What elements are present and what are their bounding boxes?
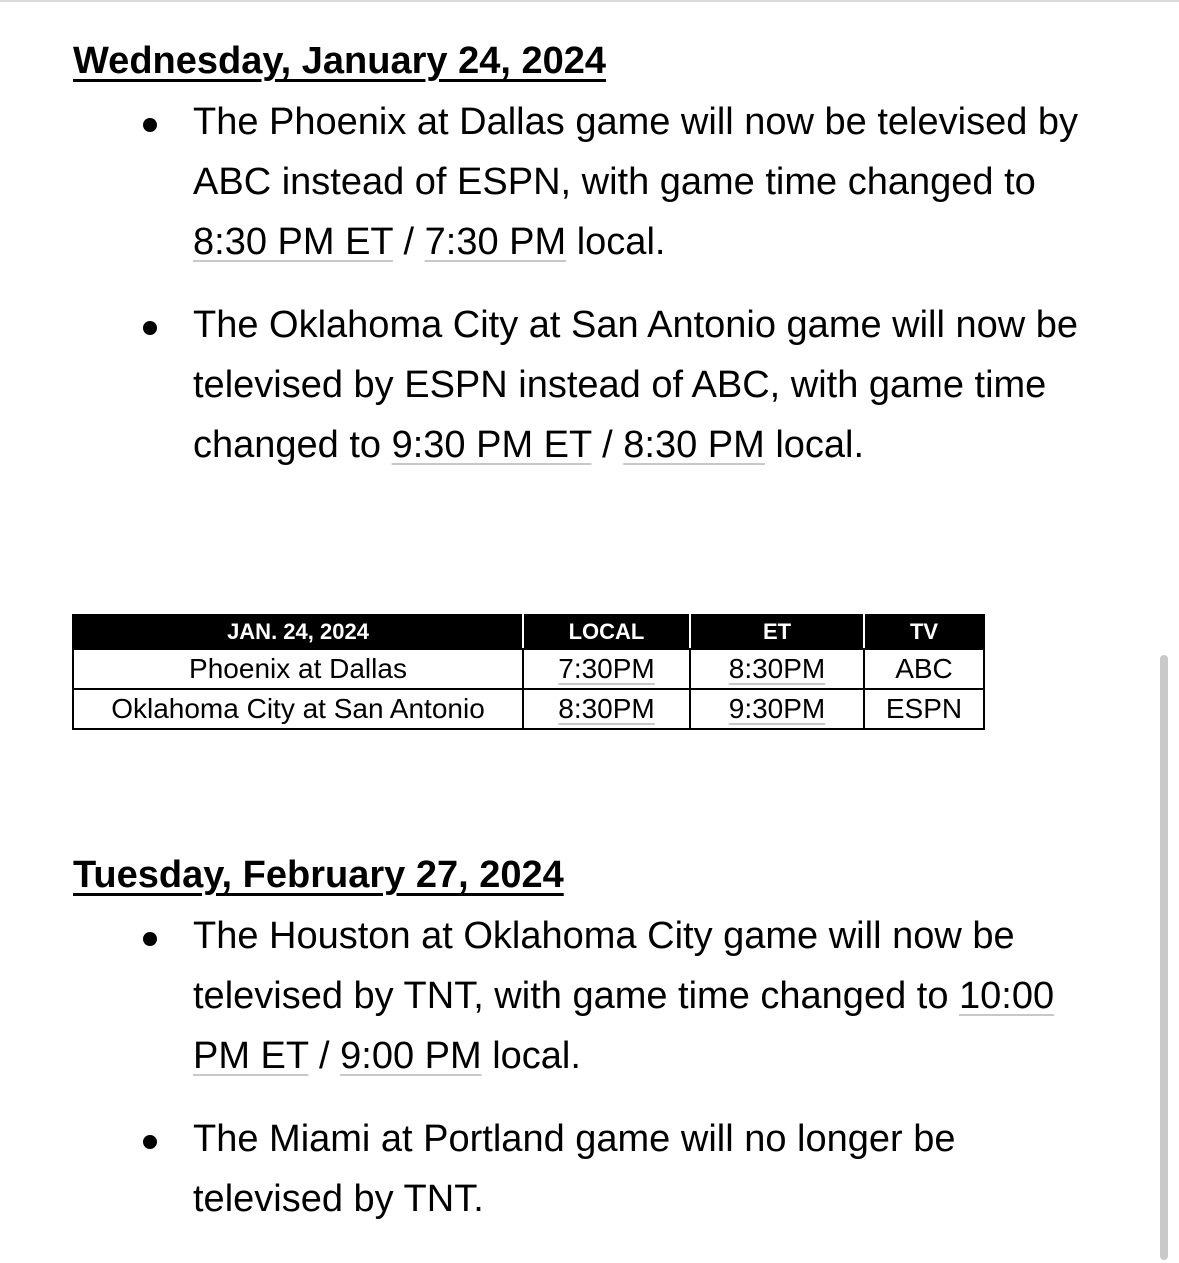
bullet-icon xyxy=(143,321,157,335)
section-jan-24 xyxy=(73,38,1113,475)
top-divider xyxy=(0,0,1179,2)
bullet-text: The Miami at Portland game will no longer be televised by TNT. xyxy=(193,1118,956,1220)
table-header-row xyxy=(73,615,984,649)
list-item xyxy=(73,906,1093,1086)
section-heading: Tuesday, February 27, 2024 xyxy=(73,854,564,896)
header-date: JAN. 24, 2024 xyxy=(73,615,523,649)
et-time-link[interactable]: 8:30PM xyxy=(728,653,826,684)
header-et: ET xyxy=(690,615,864,649)
header-tv: TV xyxy=(864,615,984,649)
cell-local xyxy=(523,689,690,729)
local-time-link[interactable]: 8:30PM xyxy=(558,693,655,724)
time-et-link[interactable]: 9:30 PM ET xyxy=(391,424,592,466)
scrollbar-thumb[interactable] xyxy=(1160,655,1168,1260)
bullet-text-end: local. xyxy=(764,424,865,466)
cell-tv: ESPN xyxy=(864,689,984,729)
bullet-icon xyxy=(143,932,157,946)
table-row xyxy=(73,689,984,729)
bullet-list xyxy=(73,92,1113,475)
bullet-icon xyxy=(143,118,157,132)
time-separator: / xyxy=(392,221,425,263)
bullet-list xyxy=(73,906,1113,1229)
list-item xyxy=(73,1109,1093,1229)
header-local: LOCAL xyxy=(523,615,690,649)
time-local-link[interactable]: 8:30 PM xyxy=(623,424,765,466)
time-et-link[interactable]: 10:00 PM ET xyxy=(193,975,1055,1077)
time-et-link[interactable]: 8:30 PM ET xyxy=(193,221,393,263)
list-item xyxy=(73,92,1093,272)
table-row xyxy=(73,649,984,689)
schedule-table xyxy=(72,614,985,730)
cell-et xyxy=(690,689,864,729)
time-local-link[interactable]: 9:00 PM xyxy=(340,1035,482,1077)
section-feb-27 xyxy=(73,852,1113,1229)
bullet-text: The Phoenix at Dallas game will now be televised by ABC instead of ESPN, with game time changed to xyxy=(193,101,1079,203)
cell-local xyxy=(523,649,690,689)
cell-et xyxy=(690,649,864,689)
cell-game: Phoenix at Dallas xyxy=(73,649,523,689)
time-separator: / xyxy=(308,1035,341,1077)
et-time-link[interactable]: 9:30PM xyxy=(728,693,826,724)
cell-tv: ABC xyxy=(864,649,984,689)
time-separator: / xyxy=(591,424,624,466)
section-heading: Wednesday, January 24, 2024 xyxy=(73,40,607,82)
list-item xyxy=(73,295,1093,475)
bullet-text: The Houston at Oklahoma City game will now be televised by TNT, with game time changed to xyxy=(193,915,1015,1017)
cell-game: Oklahoma City at San Antonio xyxy=(73,689,523,729)
bullet-icon xyxy=(143,1135,157,1149)
bullet-text-end: local. xyxy=(566,221,666,263)
local-time-link[interactable]: 7:30PM xyxy=(558,653,655,684)
time-local-link[interactable]: 7:30 PM xyxy=(424,221,567,263)
bullet-text-end: local. xyxy=(481,1035,581,1077)
bullet-text: The Oklahoma City at San Antonio game will now be televised by ESPN instead of ABC, with game time changed to xyxy=(193,304,1079,466)
